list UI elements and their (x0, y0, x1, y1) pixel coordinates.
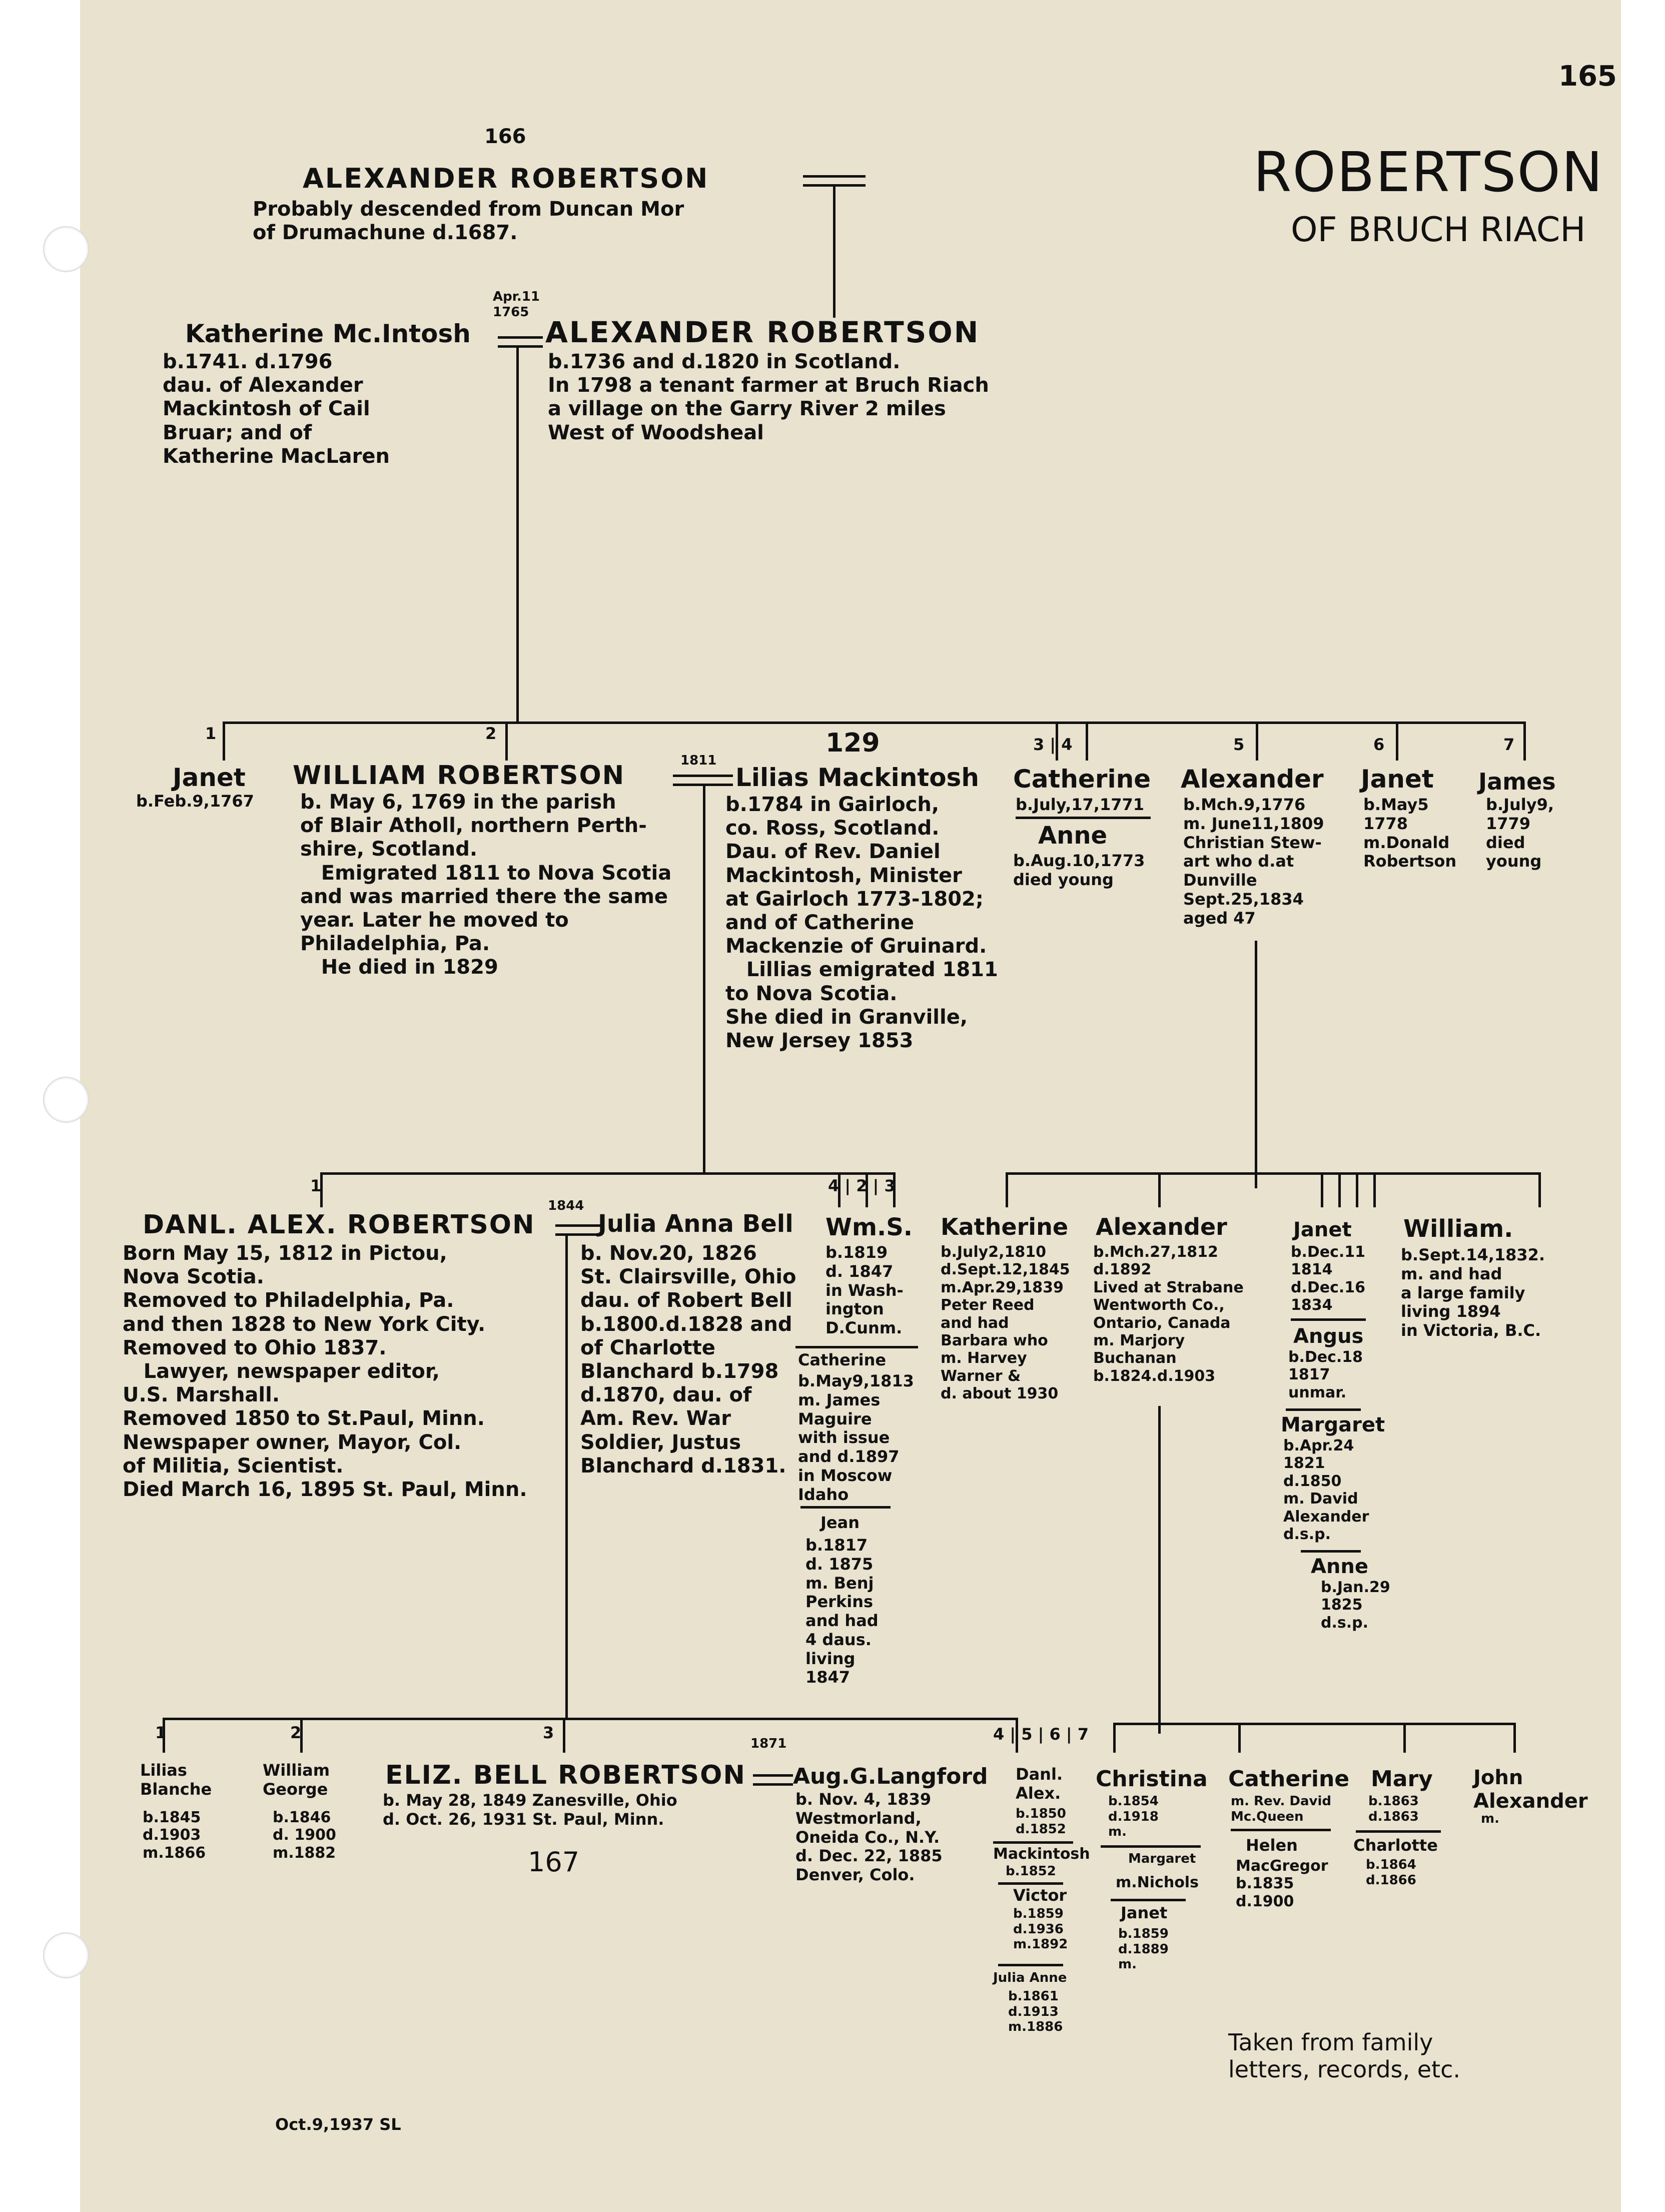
gen3-drop-william (505, 721, 508, 761)
gen5-danl-note: b.1850 d.1852 (1016, 1806, 1066, 1837)
gen4-julia-name: Julia Anna Bell (598, 1210, 793, 1238)
gen3-num-lilias: 129 (825, 728, 880, 758)
gen5-julia-anne-note: b.1861 d.1913 m.1886 (1008, 1989, 1063, 2035)
gen5-christina-name: Christina (1096, 1766, 1208, 1792)
gen4-julia-note: b. Nov.20, 1826 St. Clairsville, Ohio dau. of Robert Bell b.1800.d.1828 and of Charlotte Blanchard b.1798 d.1870, dau. of Am. Rev. War Soldier, Justus Blanchard d.1831. (580, 1242, 796, 1478)
gen5-drop-christina (1113, 1723, 1116, 1753)
gen4-angus-name: Angus (1293, 1325, 1364, 1348)
gen5-danl-divider (993, 1841, 1073, 1844)
gen4-janet-name: Janet (1293, 1218, 1352, 1241)
gen5-catherine-name: Catherine (1228, 1766, 1350, 1792)
gen5-john-note: m. (1481, 1811, 1499, 1826)
gen3-alexander-note: b.Mch.9,1776 m. June11,1809 Christian Stew- art who d.at Dunville Sept.25,1834 aged 47 (1183, 795, 1324, 928)
gen4-katherine-note: b.July2,1810 d.Sept.12,1845 m.Apr.29,1839 Peter Reed and had Barbara who m. Harvey Warner & d. about 1930 (941, 1243, 1070, 1403)
gen5-daniel-children-line (163, 1718, 1016, 1720)
family-subtitle: OF BRUCH RIACH (1291, 210, 1586, 250)
gen3-lilias-name: Lilias Mackintosh (735, 763, 979, 792)
gen3-num-alexander: 5 (1233, 735, 1245, 754)
gen5-catherine-divider (1231, 1829, 1331, 1831)
gen1-name: ALEXANDER ROBERTSON (303, 163, 709, 194)
gen5-num-lilias: 1 (155, 1723, 167, 1742)
gen2-descent-line (516, 346, 519, 724)
gen4-angus-note: b.Dec.18 1817 unmar. (1288, 1348, 1363, 1401)
gen5-margaret-divider (1111, 1899, 1186, 1901)
gen5-langford-name: Aug.G.Langford (793, 1764, 988, 1789)
gen3-drop-janet (223, 721, 225, 761)
binder-hole-top (43, 226, 89, 272)
gen3-william-note: b. May 6, 1769 in the parish of Blair Atholl, northern Perth- shire, Scotland. Emigrated 1811 to Nova Scotia and was married there the same year. Later he moved to Philadelphia, Pa. He died in 1829 (300, 791, 672, 979)
gen2-husband-name: ALEXANDER ROBERTSON (545, 315, 980, 349)
gen2-wife-name: Katherine Mc.Intosh (185, 319, 471, 348)
gen1-marriage-sign (803, 175, 866, 178)
gen3-marriage-sign (673, 775, 733, 777)
gen4-anne-name: Anne (1311, 1555, 1369, 1578)
binder-hole-bottom (43, 1932, 89, 1978)
gen3-catherine-note: b.July,17,1771 (1016, 795, 1144, 814)
gen5-victor-name: Victor (1013, 1886, 1067, 1905)
gen4-daniel-note: Born May 15, 1812 in Pictou, Nova Scotia. Removed to Philadelphia, Pa. and then 1828 to New York City. Removed to Ohio 1837. Lawyer, newspaper editor, U.S. Marshall. Removed 1850 to St.Paul, Minn. Newspaper owner, Mayor, Col. of Militia, Scientist. Died March 16, 1895 St. Paul, Minn. (123, 1242, 527, 1501)
gen4-drop-katherine (1006, 1172, 1008, 1207)
gen5-mackintosh-note: b.1852 (1006, 1864, 1056, 1879)
gen3-num-william: 2 (485, 724, 497, 743)
gen4-alexander-name: Alexander (1096, 1213, 1227, 1240)
gen3-william-name: WILLIAM ROBERTSON (293, 761, 625, 791)
gen5-drop-eliz (563, 1718, 565, 1753)
gen5-william-name: William George (263, 1761, 330, 1799)
gen4-num-siblings: 4 | 2 | 3 (828, 1176, 896, 1195)
gen5-mackintosh-divider (998, 1882, 1063, 1885)
gen4-margaret-name: Margaret (1281, 1413, 1385, 1436)
gen5-drop-catherine (1238, 1723, 1241, 1753)
gen1-reference-number: 166 (484, 125, 526, 148)
gen4-william-children-line (320, 1172, 896, 1175)
gen4-william-note: b.Sept.14,1832. m. and had a large family living 1894 in Victoria, B.C. (1401, 1245, 1545, 1340)
gen5-num-right: 4 | 5 | 6 | 7 (993, 1725, 1089, 1744)
gen5-eliz-reference-number: 167 (528, 1846, 580, 1878)
gen3-anne-note: b.Aug.10,1773 died young (1013, 851, 1145, 889)
gen4-marriage-sign (555, 1224, 600, 1227)
gen3-william-descent-line (703, 786, 705, 1173)
gen4-num-daniel: 1 (310, 1176, 322, 1195)
gen4-marriage-sign-line (555, 1233, 600, 1236)
gen5-drop-mary (1403, 1723, 1406, 1753)
gen5-christina-divider (1101, 1845, 1201, 1848)
gen3-marriage-year: 1811 (680, 753, 717, 768)
gen3-alexander-descent-line (1255, 941, 1257, 1188)
gen3-num-catherine-anne: 3 | 4 (1033, 735, 1073, 754)
gen3-lilias-note: b.1784 in Gairloch, co. Ross, Scotland. Dau. of Rev. Daniel Mackintosh, Minister at Gairloch 1773-1802; and of Catherine Mackenzie of Gruinard. Lillias emigrated 1811 to Nova Scotia. She died in Granville, New Jersey 1853 (725, 793, 998, 1052)
gen3-num-janet2: 6 (1373, 735, 1385, 754)
gen4-anne-note: b.Jan.29 1825 d.s.p. (1321, 1579, 1390, 1632)
gen5-marriage-sign-line (753, 1783, 793, 1786)
gen4-drop-janet (1321, 1172, 1323, 1207)
gen4-jean-note: b.1817 d. 1875 m. Benj Perkins and had 4 daus. living 1847 (805, 1536, 879, 1687)
gen5-william-note: b.1846 d. 1900 m.1882 (273, 1809, 336, 1862)
gen4-catherine-note: b.May9,1813 m. James Maguire with issue and d.1897 in Moscow Idaho (798, 1371, 914, 1504)
gen2-marriage-sign (498, 336, 543, 339)
gen5-eliz-name: ELIZ. BELL ROBERTSON (385, 1760, 746, 1790)
gen3-catherine-anne-divider (1016, 817, 1151, 819)
gen3-janet-note: b.Feb.9,1767 (136, 792, 254, 811)
gen4-margaret-note: b.Apr.24 1821 d.1850 m. David Alexander d.s.p. (1283, 1437, 1369, 1543)
gen5-janet-name: Janet (1121, 1903, 1168, 1922)
gen5-charlotte-name: Charlotte (1353, 1836, 1438, 1855)
gen4-alexander-descent-line (1158, 1406, 1161, 1734)
gen4-jean-name: Jean (820, 1513, 860, 1532)
gen5-drop-john (1513, 1723, 1516, 1753)
gen3-drop-alexander (1256, 721, 1258, 761)
gen2-wife-note: b.1741. d.1796 dau. of Alexander Mackintosh of Cail Bruar; and of Katherine MacLaren (163, 350, 390, 468)
gen5-victor-note: b.1859 d.1936 m.1892 (1013, 1906, 1068, 1952)
gen4-catherine-name: Catherine (798, 1350, 887, 1369)
gen3-drop-anne (1086, 721, 1088, 761)
gen3-james-name: James (1478, 768, 1556, 795)
gen3-sibling-line (223, 721, 1526, 724)
date-initials: Oct.9,1937 SL (275, 2115, 401, 2134)
gen5-num-william: 2 (290, 1723, 302, 1742)
gen5-margaret-note: m.Nichols (1116, 1874, 1199, 1891)
gen4-drop-alexander (1158, 1172, 1161, 1207)
gen4-janet-divider (1291, 1318, 1366, 1321)
gen5-lilias-note: b.1845 d.1903 m.1866 (143, 1809, 206, 1862)
gen5-mary-name: Mary (1371, 1766, 1433, 1792)
gen4-alexander-note: b.Mch.27,1812 d.1892 Lived at Strabane Wentworth Co., Ontario, Canada m. Marjory Buchanan b.1824.d.1903 (1093, 1243, 1244, 1385)
gen1-descent-line (833, 185, 836, 318)
gen1-note: Probably descended from Duncan Mor of Drumachune d.1687. (253, 198, 684, 245)
gen5-catherine-note: m. Rev. David Mc.Queen (1231, 1794, 1332, 1824)
gen3-num-janet: 1 (205, 724, 217, 743)
gen3-drop-james (1523, 721, 1526, 761)
gen5-langford-note: b. Nov. 4, 1839 Westmorland, Oneida Co., N.Y. d. Dec. 22, 1885 Denver, Colo. (795, 1790, 943, 1884)
gen5-mary-note: b.1863 d.1863 (1368, 1794, 1419, 1824)
family-title: ROBERTSON (1253, 140, 1604, 204)
gen4-daniel-descent-line (565, 1236, 568, 1719)
gen3-janet2-name: Janet (1361, 765, 1434, 794)
gen5-helen-note: MacGregor b.1835 d.1900 (1236, 1857, 1328, 1910)
gen5-num-eliz: 3 (543, 1723, 554, 1742)
gen2-husband-note: b.1736 and d.1820 in Scotland. In 1798 a tenant farmer at Bruch Riach a village on the Garry River 2 miles West of Woodsheal (548, 350, 989, 444)
gen5-mackintosh-name: Mackintosh (993, 1845, 1090, 1863)
gen3-num-james: 7 (1503, 735, 1515, 754)
gen5-helen-name: Helen (1246, 1836, 1298, 1855)
source-note: Taken from family letters, records, etc. (1228, 2029, 1460, 2083)
gen5-eliz-note: b. May 28, 1849 Zanesville, Ohio d. Oct. 26, 1931 St. Paul, Minn. (383, 1791, 677, 1829)
gen5-lilias-name: Lilias Blanche (140, 1761, 212, 1799)
gen4-alexander-children-line (1006, 1172, 1541, 1175)
gen4-marriage-year: 1844 (548, 1198, 584, 1213)
gen5-danl-name: Danl. Alex. (1016, 1765, 1063, 1803)
gen3-janet-name: Janet (173, 763, 246, 792)
gen4-wms-divider (795, 1346, 918, 1348)
binder-hole-middle (43, 1077, 89, 1123)
gen5-julia-anne-name: Julia Anne (993, 1970, 1067, 1985)
gen5-margaret-name: Margaret (1128, 1851, 1196, 1866)
gen4-drop-angus (1338, 1172, 1341, 1207)
gen4-drop-william (1538, 1172, 1541, 1207)
gen5-john-name: John Alexander (1473, 1766, 1588, 1813)
gen3-drop-janet2 (1396, 721, 1398, 761)
gen3-james-note: b.July9, 1779 died young (1486, 795, 1554, 871)
gen4-drop-margaret (1356, 1172, 1358, 1207)
gen5-marriage-year: 1871 (750, 1736, 787, 1751)
gen4-daniel-name: DANL. ALEX. ROBERTSON (143, 1210, 535, 1240)
page-number: 165 (1558, 60, 1617, 93)
gen4-margaret-divider (1301, 1550, 1361, 1553)
gen2-marriage-date: Apr.11 1765 (493, 289, 540, 320)
gen5-christina-note: b.1854 d.1918 m. (1108, 1794, 1159, 1840)
gen5-victor-divider (998, 1964, 1063, 1966)
gen3-anne-name: Anne (1038, 822, 1108, 850)
gen4-catherine-divider (800, 1506, 891, 1509)
gen4-janet-note: b.Dec.11 1814 d.Dec.16 1834 (1291, 1243, 1366, 1314)
gen3-janet2-note: b.May5 1778 m.Donald Robertson (1363, 795, 1457, 871)
gen5-mary-divider (1356, 1830, 1441, 1833)
gen5-janet-note: b.1859 d.1889 m. (1118, 1926, 1169, 1972)
gen5-marriage-sign (753, 1774, 793, 1777)
gen3-alexander-name: Alexander (1181, 765, 1324, 794)
gen4-angus-divider (1286, 1408, 1361, 1411)
gen5-alexander-children-line (1113, 1723, 1516, 1725)
gen4-katherine-name: Katherine (941, 1213, 1069, 1240)
gen2-marriage-sign-line (498, 345, 543, 348)
gen4-wms-name: Wm.S. (825, 1213, 913, 1241)
gen4-drop-anne (1373, 1172, 1376, 1207)
gen3-catherine-name: Catherine (1013, 765, 1151, 794)
gen4-william-name: William. (1403, 1215, 1513, 1243)
gen5-charlotte-note: b.1864 d.1866 (1366, 1857, 1416, 1888)
gen4-wms-note: b.1819 d. 1847 in Wash- ington D.Cunm. (825, 1243, 904, 1337)
